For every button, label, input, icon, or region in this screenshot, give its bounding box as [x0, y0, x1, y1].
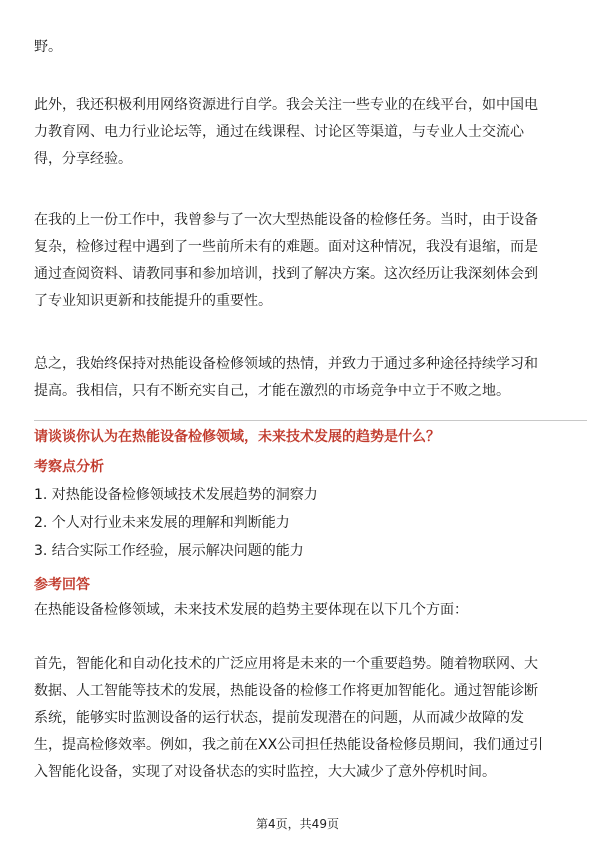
text-line: 总之，我始终保持对热能设备检修领域的热情，并致力于通过多种途径持续学习和 [34, 356, 538, 372]
paragraph-self-study [34, 92, 564, 173]
text-line: 数据、人工智能等技术的发展，热能设备的检修工作将更加智能化。通过智能诊断 [34, 683, 538, 699]
paragraph-answer-first-point [34, 651, 564, 786]
text-line: 系统，能够实时监测设备的运行状态，提前发现潜在的问题，从而减少故障的发 [34, 710, 524, 726]
interview-question: 请谈谈你认为在热能设备检修领域，未来技术发展的趋势是什么？ [34, 429, 440, 445]
answer-intro: 在热能设备检修领域，未来技术发展的趋势主要体现在以下几个方面： [34, 602, 468, 618]
text-line: 通过查阅资料、请教同事和参加培训，找到了解决方案。这次经历让我深刻体会到 [34, 266, 538, 282]
text-line: 生，提高检修效率。例如，我之前在XX公司担任热能设备检修员期间，我们通过引 [34, 737, 544, 753]
text-line: 得，分享经验。 [34, 151, 132, 167]
text-line: 此外，我还积极利用网络资源进行自学。我会关注一些专业的在线平台，如中国电 [34, 97, 538, 113]
text-line: 了专业知识更新和技能提升的重要性。 [34, 293, 272, 309]
text-line: 首先，智能化和自动化技术的广泛应用将是未来的一个重要趋势。随着物联网、大 [34, 656, 538, 672]
analysis-item: 2. 个人对行业未来发展的理解和判断能力 [34, 515, 290, 531]
paragraph-continuation [34, 34, 564, 61]
text-line: 力教育网、电力行业论坛等，通过在线课程、讨论区等渠道，与专业人士交流心 [34, 124, 524, 140]
text-line: 在我的上一份工作中，我曾参与了一次大型热能设备的检修任务。当时，由于设备 [34, 212, 538, 228]
analysis-item: 1. 对热能设备检修领域技术发展趋势的洞察力 [34, 487, 318, 503]
text-line: 复杂，检修过程中遇到了一些前所未有的难题。面对这种情况，我没有退缩，而是 [34, 239, 538, 255]
text-line: 野。 [34, 39, 62, 55]
analysis-item: 3. 结合实际工作经验，展示解决问题的能力 [34, 543, 304, 559]
paragraph-conclusion [34, 351, 564, 405]
text-line: 提高。我相信，只有不断充实自己，才能在激烈的市场竞争中立于不败之地。 [34, 383, 510, 399]
paragraph-experience [34, 207, 564, 315]
analysis-heading: 考察点分析 [34, 459, 104, 475]
answer-heading: 参考回答 [34, 577, 90, 593]
page-number: 第4页，共49页 [256, 817, 339, 831]
section-divider [34, 420, 587, 421]
text-line: 入智能化设备，实现了对设备状态的实时监控，大大减少了意外停机时间。 [34, 764, 496, 780]
